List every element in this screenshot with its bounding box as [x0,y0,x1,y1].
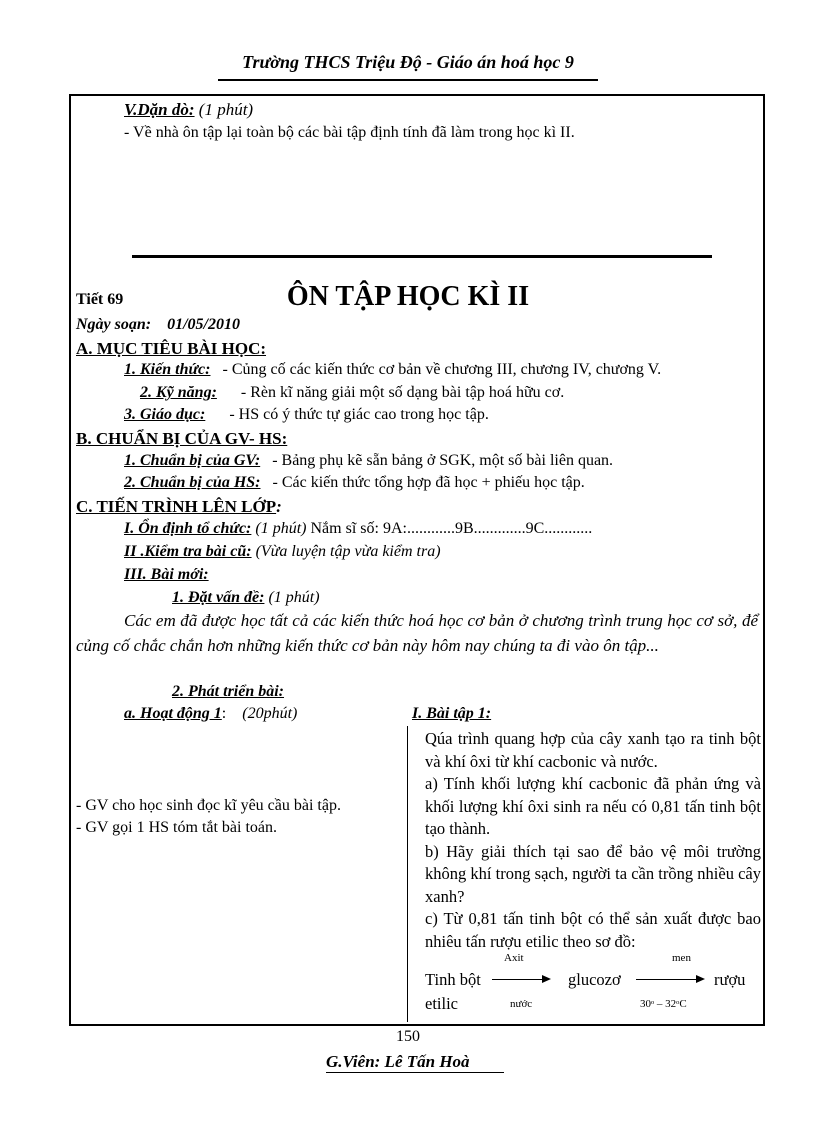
dat-van-de-heading: 1. Đặt vấn đề: (1 phút) [172,589,320,606]
section-a-item-3: 3. Giáo dục: - HS có ý thức tự giác cao trong học tập. [124,406,489,423]
section-b-heading: B. CHUẨN BỊ CỦA GV- HS: [76,429,288,448]
arrow1-top-label: Axit [504,952,524,964]
footer-author: G.Viên: Lê Tấn Hoà [326,1052,470,1071]
lesson-date: Ngày soạn: 01/05/2010 [76,316,240,333]
lesson-title: ÔN TẬP HỌC KÌ II [286,281,530,312]
arrow2-top-label: men [672,952,691,964]
header-rule [218,79,598,81]
section-c-heading: C. TIẾN TRÌNH LÊN LỚP: [76,497,282,516]
page-number: 150 [396,1028,420,1045]
lesson-period: Tiết 69 [76,291,124,308]
page-header-title: Trường THCS Triệu Độ - Giáo án hoá học 9 [242,52,574,72]
bai-tap-heading: I. Bài tập 1: [412,705,492,722]
scheme-start: Tinh bột [425,970,481,989]
reaction-arrow-2 [636,979,698,980]
intro-paragraph: Các em đã được học tất cả các kiến thức hoá học cơ bản ở chương trình trung học cơ sở, để củng cố chắc chắn hơn những kiến thức cơ bản này hôm nay chúng ta đi vào ôn tập... [76,611,758,655]
reaction-arrow-1 [492,979,544,980]
hoat-dong-heading: a. Hoạt động 1: (20phút) [124,705,298,722]
left-col-item-1: - GV cho học sinh đọc kĩ yêu cầu bài tập. [76,797,341,814]
section-b-item-2: 2. Chuẩn bị của HS: - Các kiến thức tổng hợp đã học + phiếu học tập. [124,474,585,491]
section-b-item-1: 1. Chuẩn bị của GV: - Bảng phụ kẽ sẵn bảng ở SGK, một số bài liên quan. [124,452,614,469]
exercise-part-c: c) Từ 0,81 tấn tinh bột có thể sản xuất được bao nhiêu tấn rượu etilic theo sơ đồ: [425,909,761,951]
bai-moi-heading: III. Bài mới: [124,566,209,583]
section-a-heading: A. MỤC TIÊU BÀI HỌC: [76,339,267,358]
section-a-item-1: 1. Kiến thức: - Củng cố các kiến thức cơ bản về chương III, chương IV, chương V. [124,361,662,378]
exercise-body [425,728,761,953]
exercise-part-a: a) Tính khối lượng khí cacbonic đã phản ứng và khối lượng khí ôxi sinh ra nếu có 0,81 tấn tinh bột tạo thành. [425,774,761,838]
dan-do-heading: V.Dặn dò: (1 phút) [124,100,254,119]
arrow1-bottom-label: nước [510,998,533,1010]
exercise-intro: Qúa trình quang hợp của cây xanh tạo ra tinh bột và khí ôxi từ khí cacbonic và nước. [425,729,761,771]
section-separator [132,255,712,258]
dan-do-line: - Về nhà ôn tập lại toàn bộ các bài tập định tính đã làm trong học kì II. [124,124,575,141]
footer-rule [326,1072,504,1073]
phat-trien-heading: 2. Phát triển bài: [172,683,285,700]
scheme-end: rượu [714,970,746,989]
reaction-arrowhead-2 [696,975,705,983]
arrow2-bottom-label: 30ᵒ – 32ᵒC [640,998,687,1010]
kiem-tra-line: II .Kiểm tra bài cũ: (Vừa luyện tập vừa kiểm tra) [124,543,441,560]
on-dinh-line: I. Ổn định tổ chức: (1 phút) Nắm sĩ số: 9A:............9B.............9C............ [124,520,593,537]
reaction-arrowhead-1 [542,975,551,983]
exercise-part-b: b) Hãy giải thích tại sao để bảo vệ môi trường không khí trong sạch, người ta cần trồng nhiều cây xanh? [425,841,761,906]
scheme-end-2: etilic [425,994,458,1013]
scheme-mid: glucozơ [568,970,621,989]
column-divider [407,726,408,1022]
section-a-item-2: 2. Kỹ năng: - Rèn kĩ năng giải một số dạng bài tập hoá hữu cơ. [140,384,565,401]
left-col-item-2: - GV gọi 1 HS tóm tắt bài toán. [76,819,278,836]
